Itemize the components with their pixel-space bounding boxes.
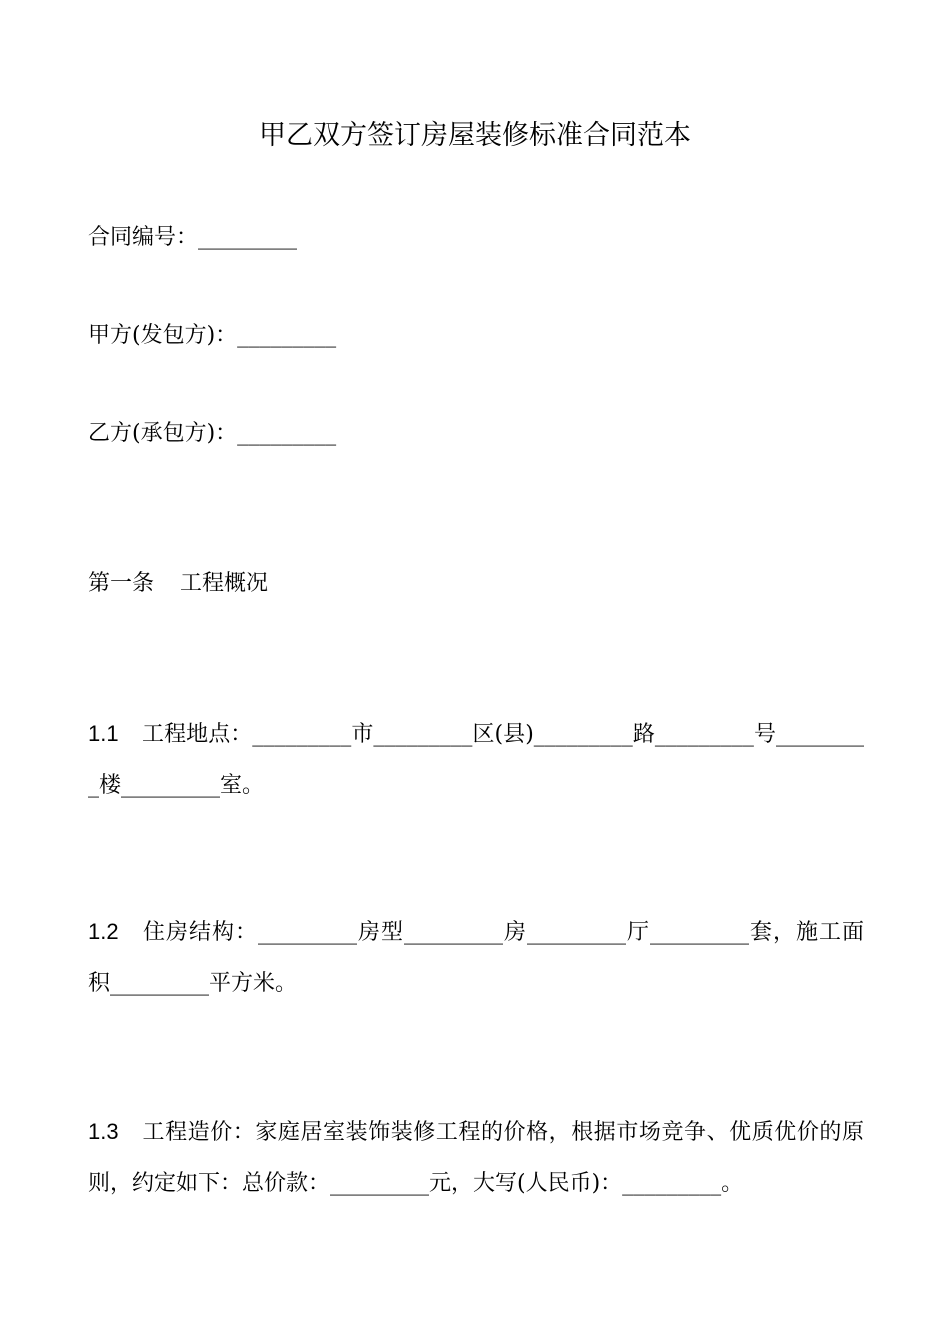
clause-number: 1.1 [88, 721, 119, 746]
article-label: 第一条 [88, 571, 155, 596]
clause-text: 工程地点：_________市_________区(县)_________路_________号_________楼_________室。 [88, 722, 864, 798]
party-a-line: 甲方(发包方)：_________ [88, 323, 337, 348]
clause-text: 工程造价：家庭居室装饰装修工程的价格，根据市场竞争、优质优价的原则，约定如下：总价款：_________元，大写(人民币)：_________。 [88, 1120, 864, 1196]
clause-1-3 [88, 1106, 864, 1209]
article-heading [88, 568, 268, 600]
article-title: 工程概况 [180, 571, 269, 596]
clause-1-1 [88, 708, 864, 811]
document-title: 甲乙双方签订房屋装修标准合同范本 [259, 120, 691, 151]
party-b-line: 乙方(承包方)：_________ [88, 421, 337, 446]
contract-number-line: 合同编号：_________ [88, 225, 298, 250]
clause-1-2 [88, 906, 864, 1009]
clause-number: 1.3 [88, 1119, 119, 1144]
clause-text: 住房结构：_________房型_________房_________厅_________套，施工面积_________平方米。 [88, 920, 864, 996]
clause-number: 1.2 [88, 919, 119, 944]
